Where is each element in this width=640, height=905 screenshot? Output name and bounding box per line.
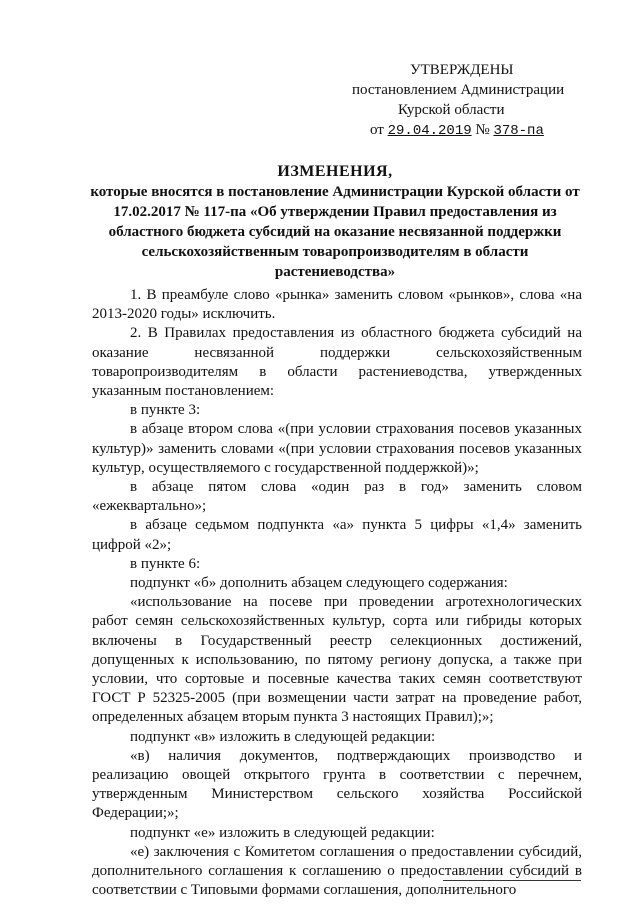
approval-heading: УТВЕРЖДЕНЫ	[410, 62, 514, 78]
document-body	[92, 286, 582, 901]
title-heading: ИЗМЕНЕНИЯ,	[277, 163, 393, 180]
approval-date: 29.04.2019	[387, 123, 472, 139]
paragraph: в пункте 3:	[130, 402, 201, 419]
number-label: №	[475, 122, 490, 138]
approval-number: 378-па	[493, 123, 544, 139]
approval-resolution-line: постановлением Администрации	[352, 82, 565, 98]
from-label: от	[370, 122, 384, 138]
paragraph: 1. В преамбуле слово «рынка» заменить словом «рынков», слова «на 2013-2020 годы» исключить.	[92, 287, 582, 323]
title-text: которые вносятся в постановление Администрации Курской области от 17.02.2017 № 117-па «Об утверждении Правил предоставления из областного бюджета субсидий на оказание несвязанной поддержки сельскохозяйственным товаропроизводителям в области растениеводства»	[90, 184, 580, 280]
page-divider	[443, 880, 581, 881]
paragraph: в абзаце пятом слова «один раз в год» заменить словом «ежеквартально»;	[92, 479, 582, 515]
paragraph: подпункт «е» изложить в следующей редакции:	[130, 824, 435, 841]
approval-region-line: Курской области	[398, 102, 505, 118]
document-title	[80, 162, 590, 282]
approval-date-line	[370, 120, 582, 141]
paragraph: подпункт «б» дополнить абзацем следующего содержания:	[130, 575, 508, 592]
paragraph: «в) наличия документов, подтверждающих производство и реализацию овощей открытого грунта в соответствии с перечнем, утвержденным Министерством сельского хозяйства Российской Федерации;»;	[92, 747, 582, 822]
paragraph: в абзаце седьмом подпункта «а» пункта 5 цифры «1,4» заменить цифрой «2»;	[92, 517, 582, 553]
paragraph: «е) заключения с Комитетом соглашения о предоставлении субсидий, дополнительного соглашения к соглашению о предоставлении субсидий в соответствии с Типовыми формами соглашения, дополнительного	[92, 843, 582, 899]
paragraph: подпункт «в» изложить в следующей редакции:	[130, 728, 436, 745]
paragraph: 2. В Правилах предоставления из областного бюджета субсидий на оказание несвязанной поддержки сельскохозяйственным товаропроизводителям в области растениеводства, утвержденных указанным постановлением:	[92, 325, 582, 400]
paragraph: в пункте 6:	[130, 555, 201, 572]
approval-block	[352, 60, 582, 141]
paragraph: в абзаце втором слова «(при условии страхования посевов указанных культур)» заменить словами «(при условии страхования посевов указанных культур, осуществляемого с государственной поддержкой)»;	[92, 421, 582, 476]
paragraph: «использование на посеве при проведении агротехнологических работ семян сельскохозяйственных культур, сорта или гибриды которых включены в Государственный реестр селекционных достижений, допущенных к использованию, по пятому региону допуска, а также при условии, что сортовые и посевные качества таких семян соответствуют ГОСТ Р 52325-2005 (при возмещении части затрат на проведение работ, определенных абзацем вторым пункта 3 настоящих Правил);»;	[92, 594, 582, 726]
